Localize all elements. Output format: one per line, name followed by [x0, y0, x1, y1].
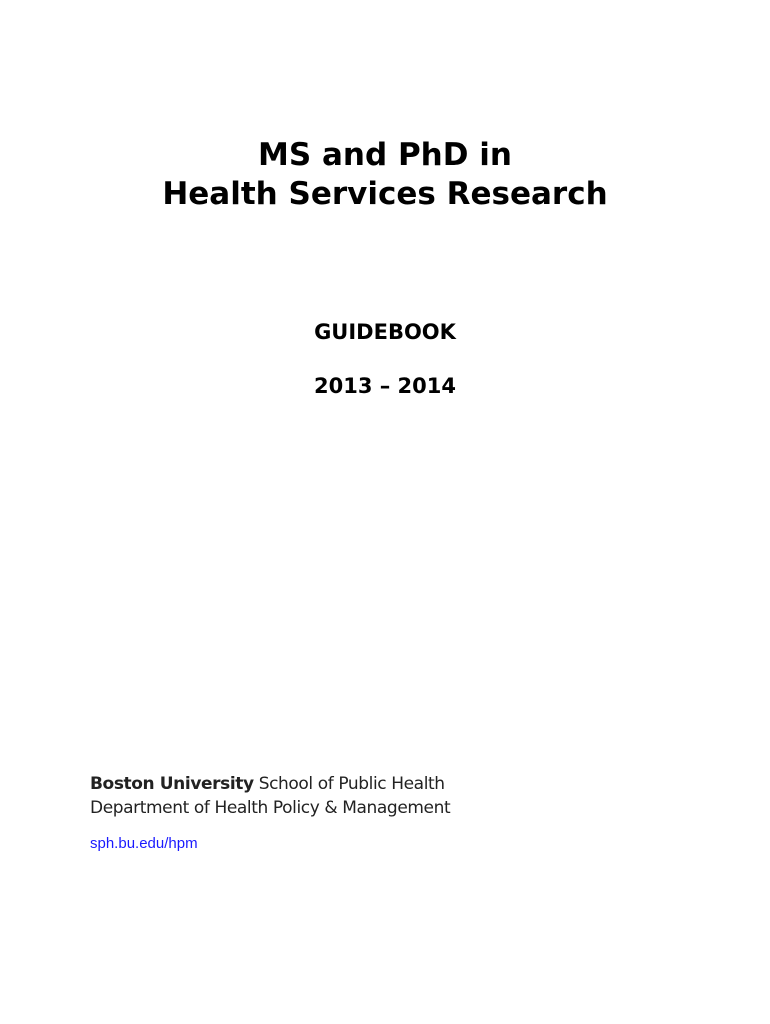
school-name: School of Public Health	[258, 774, 445, 794]
academic-year: 2013 – 2014	[313, 374, 457, 398]
university-name: Boston University	[90, 774, 254, 794]
title-line-2: Health Services Research	[162, 176, 608, 212]
guidebook-label: GUIDEBOOK	[314, 320, 456, 344]
title-line-1: MS and PhD in	[258, 137, 512, 173]
document-title	[0, 136, 770, 214]
organization-block	[90, 772, 450, 820]
department-name: Department of Health Policy & Management	[90, 798, 451, 818]
website-link[interactable]: sph.bu.edu/hpm	[90, 835, 198, 852]
university-line	[90, 772, 450, 796]
